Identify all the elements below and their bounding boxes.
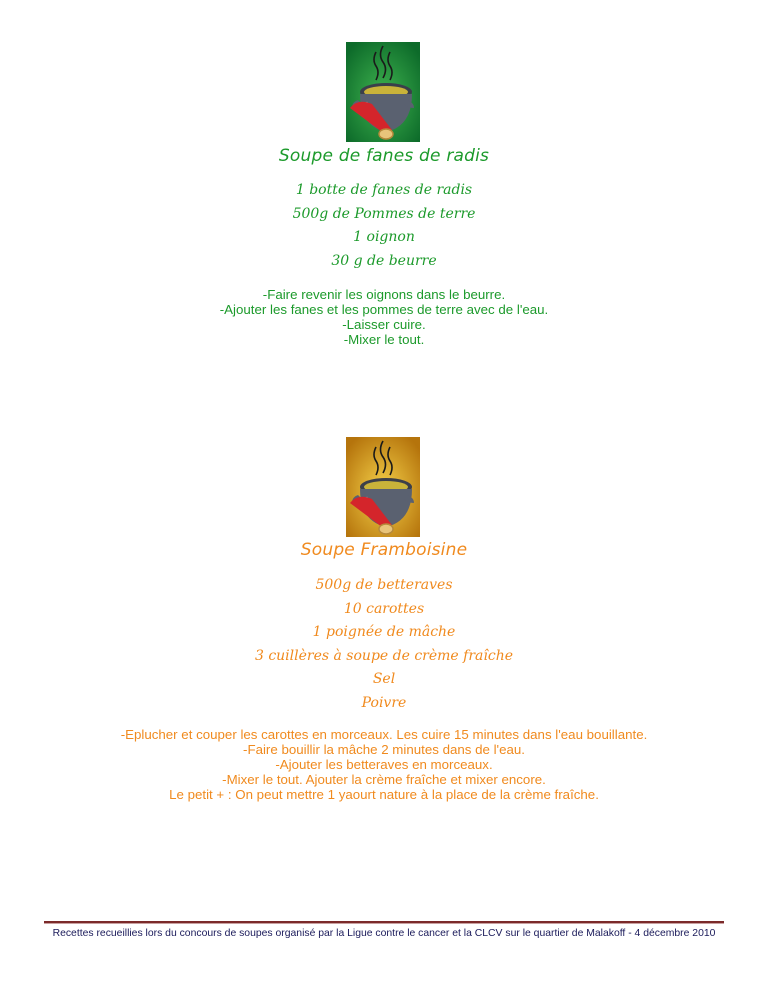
instruction-step: -Ajouter les betteraves en morceaux. bbox=[275, 757, 493, 772]
soup-pot-clipart-orange bbox=[346, 437, 420, 537]
ingredient-item: 1 botte de fanes de radis bbox=[295, 182, 473, 198]
instruction-step: -Faire bouillir la mâche 2 minutes dans de l'eau. bbox=[243, 742, 525, 757]
soup-pot-clipart-green bbox=[346, 42, 420, 142]
ingredient-item: 10 carottes bbox=[343, 600, 425, 617]
ingredient-item: Sel bbox=[372, 671, 396, 687]
page-footer: Recettes recueillies lors du concours de soupes organisé par la Ligue contre le cancer et la CLCV sur le quartier de Malakoff - 4 décembre 2010 bbox=[52, 928, 716, 939]
ingredient-item: 1 poignée de mâche bbox=[312, 624, 456, 640]
recipe-title: Soupe Framboisine bbox=[300, 540, 468, 560]
soup-pot-icon bbox=[346, 437, 420, 537]
instruction-step: -Mixer le tout. bbox=[343, 332, 425, 347]
instruction-step: -Mixer le tout. Ajouter la crème fraîche et mixer encore. bbox=[222, 772, 546, 787]
instruction-step: -Laisser cuire. bbox=[342, 317, 426, 332]
ingredient-list bbox=[0, 179, 768, 273]
instruction-step: -Ajouter les fanes et les pommes de terre avec de l'eau. bbox=[219, 302, 549, 317]
instruction-list bbox=[0, 727, 768, 802]
recipe-title: Soupe de fanes de radis bbox=[278, 146, 490, 166]
instruction-step: -Eplucher et couper les carottes en morceaux. Les cuire 15 minutes dans l'eau bouillante. bbox=[120, 727, 648, 742]
ingredient-item: 500g de betteraves bbox=[315, 577, 453, 593]
ingredient-item: 30 g de beurre bbox=[331, 252, 437, 269]
soup-pot-icon bbox=[346, 42, 420, 142]
instruction-list bbox=[0, 287, 768, 347]
instruction-step: Le petit + : On peut mettre 1 yaourt nature à la place de la crème fraîche. bbox=[169, 787, 599, 802]
ingredient-list bbox=[0, 574, 768, 715]
ingredient-item: 500g de Pommes de terre bbox=[292, 205, 476, 222]
ingredient-item: 3 cuillères à soupe de crème fraîche bbox=[254, 647, 514, 664]
ingredient-item: Poivre bbox=[361, 694, 407, 711]
instruction-step: -Faire revenir les oignons dans le beurre. bbox=[262, 287, 506, 302]
footer-divider bbox=[44, 921, 724, 924]
ingredient-item: 1 oignon bbox=[353, 229, 415, 245]
